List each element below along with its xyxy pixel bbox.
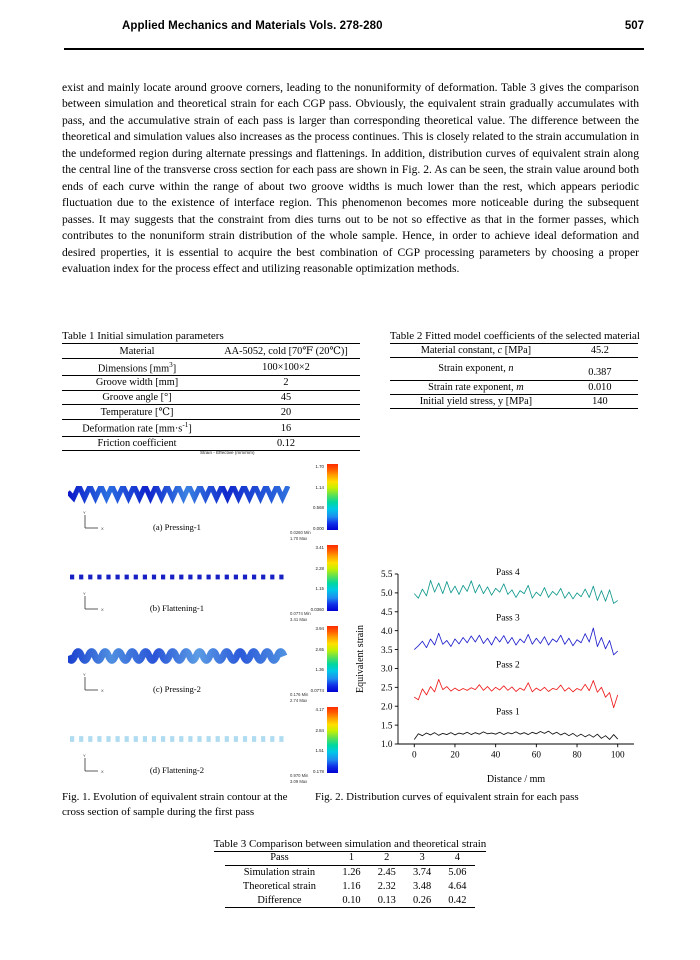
colorbar-gradient bbox=[327, 545, 338, 611]
table1-value: AA-5052, cold [70℉ (20℃)] bbox=[212, 344, 360, 359]
contour-panel bbox=[62, 464, 352, 544]
table2-value: 0.010 bbox=[562, 380, 638, 394]
y-axis-tick-label: 1.0 bbox=[381, 739, 393, 750]
colorbar-title: Strain - Effective (mm/mm) bbox=[200, 450, 255, 455]
table1 bbox=[62, 343, 360, 451]
colorbar bbox=[327, 545, 338, 611]
colorbar-tick-label: 2.84 bbox=[315, 727, 324, 733]
table3-row-label: Theoretical strain bbox=[242, 880, 316, 892]
table1-key: Friction coefficient bbox=[62, 437, 212, 451]
colorbar-min-label: 0.176 Min bbox=[290, 692, 309, 697]
table2-key: Strain exponent, n bbox=[438, 363, 514, 375]
table2-key: Material constant, c [MPa] bbox=[390, 344, 562, 358]
y-axis-tick-label: 4.5 bbox=[381, 606, 393, 617]
table3-cell: 0.26 bbox=[404, 893, 439, 907]
table3-row-label: Difference bbox=[225, 893, 334, 907]
table1-value: 45 bbox=[212, 390, 360, 404]
x-axis-title: Distance / mm bbox=[486, 774, 546, 785]
series-annotation: Pass 2 bbox=[496, 660, 520, 671]
contour-panel bbox=[62, 545, 352, 625]
series-annotation: Pass 3 bbox=[496, 613, 520, 624]
table3-cell: 1.26 bbox=[342, 867, 361, 879]
svg-text:Y: Y bbox=[83, 591, 86, 596]
colorbar-max-label: 3.41 Max bbox=[290, 616, 308, 622]
colorbar-tick-label: 1.14 bbox=[315, 484, 324, 490]
table2-key: Initial yield stress, y [MPa] bbox=[390, 394, 562, 408]
body-paragraph: exist and mainly locate around groove corners, leading to the nonuniformity of deformation. Table 3 gives the comparison between simulation and theoretical strain for each CGP pass. Obviously, the equivalent strain gradually accumulates with pass, and the accumulative strain of each pass is larger than corresponding theoretical value. The difference between the theoretical and simulation values also increases as the process continues. This is closely related to the strain accumulation in the undeformed region during alternate pressings and flattenings. In addition, distribution curves of equivalent strain along the central line of the transverse cross section for each pass are shown in Fig. 2. As can be seen, the strain value around both ends of each curve within the range of about two groove widths is much lower than the rest, which appears periodic fluctuation due to the existence of interface region. This phenomenon becomes more noticeable during the subsequent passes. It may suggests that the constraint from dies turns out to be not so effective as that in the former passes, which contributes to the nonuniform strain distribution of the whole sample. Hence, in order to achieve ideal deformation and desired properties, it is essential to acquire the best combination of CGP processing parameters by choosing a proper evaluation index for the process effect and utilizing reasonable optimization methods. bbox=[62, 81, 639, 275]
table-row bbox=[390, 394, 638, 408]
colorbar-tick-label: 0.568 bbox=[313, 505, 324, 510]
tables-row bbox=[62, 330, 640, 451]
header-divider bbox=[64, 48, 644, 50]
contour-panel-label: (c) Pressing-2 bbox=[153, 684, 201, 694]
svg-text:Y: Y bbox=[83, 753, 86, 758]
x-axis-tick-label: 0 bbox=[411, 749, 417, 760]
table2-caption: Table 2 Fitted model coefficients of the selected material bbox=[389, 330, 640, 342]
table3-cell: 0.42 bbox=[440, 893, 475, 907]
table3-cell: 2.45 bbox=[377, 867, 396, 879]
y-axis-title: Equivalent strain bbox=[355, 624, 366, 694]
table2-value: 45.2 bbox=[562, 344, 638, 358]
table2-value: 140 bbox=[562, 394, 638, 408]
x-axis-tick-label: 40 bbox=[491, 749, 501, 760]
colorbar bbox=[327, 464, 338, 530]
table1-key: Deformation rate $[mm\cdot s^{-1}]$ bbox=[62, 420, 212, 437]
svg-text:Y: Y bbox=[83, 510, 86, 515]
contour-panel bbox=[62, 707, 352, 787]
table1-key: Temperature [℃] bbox=[62, 404, 212, 419]
table3-cell: 5.06 bbox=[448, 867, 467, 879]
contour-panel-label: (a) Pressing-1 bbox=[153, 522, 201, 532]
colorbar-min-label: 0.0260 Min bbox=[290, 530, 311, 535]
colorbar-gradient bbox=[327, 707, 338, 773]
table3-header-cell: 1 bbox=[334, 851, 369, 865]
colorbar-min-label: 0.0774 Min bbox=[290, 611, 311, 616]
y-axis-tick-label: 2.5 bbox=[381, 682, 393, 693]
table1-caption: Table 1 Initial simulation parameters bbox=[62, 330, 224, 342]
table3 bbox=[225, 851, 475, 908]
figure1-caption: Fig. 1. Evolution of equivalent strain contour at the cross section of sample during the first pass bbox=[62, 791, 288, 818]
table1-key: Material bbox=[62, 344, 212, 359]
table2-value: 0.387 bbox=[588, 367, 612, 379]
colorbar bbox=[327, 626, 338, 692]
table-row bbox=[62, 390, 360, 404]
table-row bbox=[62, 420, 360, 437]
table-row bbox=[390, 344, 638, 358]
colorbar-tick-label: 0.178 bbox=[313, 768, 324, 774]
table1-key: Groove width [mm] bbox=[62, 376, 212, 390]
table-row bbox=[225, 880, 475, 894]
table-row bbox=[62, 404, 360, 419]
table3-header-row bbox=[225, 851, 475, 865]
y-axis-tick-label: 4.0 bbox=[381, 625, 393, 636]
table-row bbox=[62, 376, 360, 390]
colorbar-tick-label: 2.65 bbox=[315, 646, 324, 652]
y-axis-tick-label: 2.0 bbox=[381, 701, 393, 712]
table1-value: 0.12 bbox=[212, 437, 360, 451]
figure2-chart bbox=[352, 548, 648, 788]
colorbar-tick-label: 1.15 bbox=[315, 586, 324, 591]
table3-cell: 3.74 bbox=[412, 867, 432, 879]
table1-key: Dimensions $[mm^3]$ bbox=[62, 359, 212, 376]
table3-row-label: Simulation strain bbox=[243, 867, 316, 879]
colorbar-min-label: 0.970 Min bbox=[290, 773, 309, 778]
page-number: 507 bbox=[624, 20, 644, 32]
table1-value: 2 bbox=[212, 376, 360, 390]
colorbar-gradient bbox=[327, 464, 338, 530]
table3-block bbox=[0, 838, 700, 908]
colorbar-tick-label: 1.70 bbox=[315, 464, 324, 469]
table3-caption: Table 3 Comparison between simulation and theoretical strain bbox=[213, 838, 487, 850]
figure2-caption: Fig. 2. Distribution curves of equivalent strain for each pass bbox=[315, 791, 579, 803]
series-line-pass-4 bbox=[414, 580, 617, 603]
colorbar-tick-label: 1.36 bbox=[315, 667, 324, 672]
table3-header-cell: 3 bbox=[404, 851, 439, 865]
series-line-pass-1 bbox=[414, 731, 617, 739]
x-axis-tick-label: 60 bbox=[531, 749, 541, 760]
colorbar-max-label: 1.70 Max bbox=[290, 535, 308, 541]
table3-cell: 2.32 bbox=[377, 880, 396, 892]
colorbar-gradient bbox=[327, 626, 338, 692]
series-line-pass-3 bbox=[414, 628, 617, 655]
table-row bbox=[390, 380, 638, 394]
colorbar-tick-label: 0.0360 bbox=[310, 606, 324, 612]
colorbar-max-label: 2.74 Max bbox=[290, 697, 308, 703]
colorbar-tick-label: 1.51 bbox=[315, 748, 324, 753]
table-row bbox=[225, 893, 475, 907]
x-axis-tick-label: 100 bbox=[610, 749, 625, 760]
series-annotation: Pass 4 bbox=[496, 567, 520, 578]
series-annotation: Pass 1 bbox=[496, 707, 520, 718]
y-axis-tick-label: 1.5 bbox=[381, 720, 393, 731]
table-row bbox=[62, 344, 360, 359]
table2-block bbox=[390, 330, 640, 451]
series-line-pass-2 bbox=[414, 679, 617, 707]
colorbar-tick-label: 3.94 bbox=[315, 626, 324, 631]
contour-panel-label: (b) Flattening-1 bbox=[149, 603, 205, 613]
colorbar-tick-label: 0.000 bbox=[313, 525, 324, 531]
page-header bbox=[64, 20, 644, 32]
table1-value: 20 bbox=[212, 404, 360, 419]
figure1 bbox=[62, 450, 352, 784]
table3-cell: 0.10 bbox=[334, 893, 369, 907]
colorbar bbox=[327, 707, 338, 773]
svg-text:X: X bbox=[101, 607, 104, 612]
contour-panel bbox=[62, 626, 352, 706]
table2 bbox=[390, 343, 638, 409]
journal-title: Applied Mechanics and Materials Vols. 278-280 bbox=[122, 20, 383, 32]
table-row bbox=[62, 359, 360, 376]
svg-text:X: X bbox=[101, 688, 104, 693]
colorbar-tick-label: 4.17 bbox=[315, 707, 324, 712]
colorbar-tick-label: 3.41 bbox=[315, 545, 324, 550]
y-axis-tick-label: 5.0 bbox=[381, 588, 393, 599]
table1-value: 16 bbox=[212, 420, 360, 437]
body-text bbox=[62, 80, 639, 277]
table1-key: Groove angle [°] bbox=[62, 390, 212, 404]
table-row bbox=[390, 358, 638, 380]
svg-text:X: X bbox=[101, 526, 104, 531]
table3-cell: 3.48 bbox=[412, 880, 432, 892]
table1-block bbox=[62, 330, 360, 451]
table3-cell: 1.16 bbox=[342, 880, 361, 892]
svg-text:X: X bbox=[101, 769, 104, 774]
table3-header-cell: Pass bbox=[225, 851, 334, 865]
colorbar-tick-label: 0.0774 bbox=[310, 687, 324, 693]
table3-header-cell: 2 bbox=[369, 851, 404, 865]
table-row bbox=[225, 865, 475, 879]
table3-cell: 0.13 bbox=[369, 893, 404, 907]
table2-key: Strain rate exponent, m bbox=[390, 380, 562, 394]
colorbar-max-label: 3.09 Max bbox=[290, 778, 308, 784]
y-axis-tick-label: 5.5 bbox=[381, 569, 393, 580]
table1-value: 100×100×2 bbox=[212, 359, 360, 376]
table3-cell: 4.64 bbox=[448, 880, 467, 892]
x-axis-tick-label: 20 bbox=[450, 749, 460, 760]
contour-panel-label: (d) Flattening-2 bbox=[149, 765, 205, 775]
colorbar-tick-label: 2.28 bbox=[315, 565, 324, 571]
svg-text:Y: Y bbox=[83, 672, 86, 677]
x-axis-tick-label: 80 bbox=[572, 749, 582, 760]
table3-header-cell: 4 bbox=[440, 851, 475, 865]
y-axis-tick-label: 3.0 bbox=[381, 663, 393, 674]
y-axis-tick-label: 3.5 bbox=[381, 644, 393, 655]
equivalent-strain-line-chart bbox=[352, 548, 648, 788]
table-row bbox=[62, 437, 360, 451]
